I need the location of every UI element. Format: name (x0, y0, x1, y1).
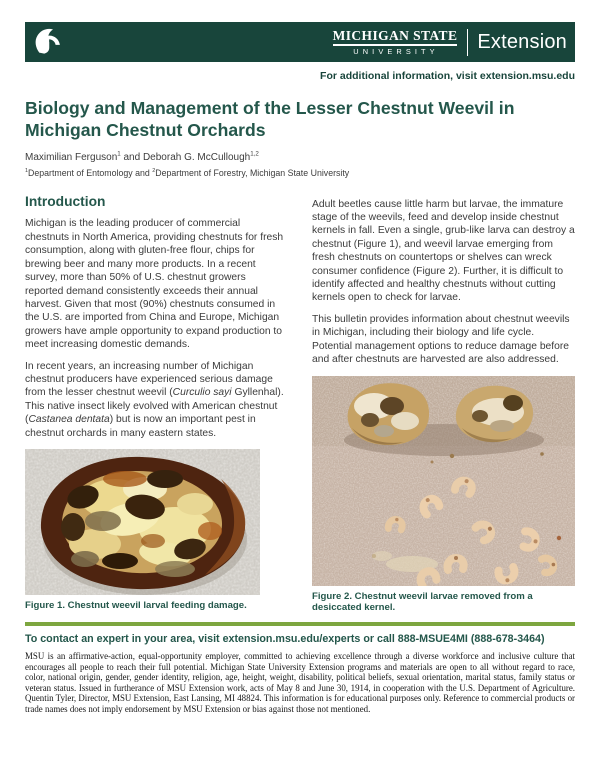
extension-brand-text: Extension (477, 30, 567, 53)
university-wordmark-text: UNIVERSITY (353, 47, 439, 57)
michigan-state-wordmark-text: MICHIGAN STATE (333, 29, 458, 46)
green-rule (25, 622, 575, 626)
header-vertical-divider (467, 29, 468, 56)
contact-expert-line: To contact an expert in your area, visit extension.msu.edu/experts or call 888-MSUE4MI (888-678-3464) (25, 633, 545, 646)
affiliations: $^1$Department of Entomology and $^2$Department of Forestry, Michigan State University (25, 167, 350, 178)
figure2-caption: Figure 2. Chestnut weevil larvae removed from a desiccated kernel. (312, 590, 533, 614)
left-column (25, 194, 284, 615)
figure1-caption: Figure 1. Chestnut weevil larval feeding damage. (25, 599, 247, 611)
msu-wordmark (333, 29, 458, 56)
figure-1 (25, 449, 284, 612)
msu-extension-header-bar (25, 22, 575, 62)
right-column (312, 194, 575, 615)
page-title: Biology and Management of the Lesser Chestnut Weevil in Michigan Chestnut Orchards (25, 98, 515, 140)
legal-footer-text: MSU is an affirmative-action, equal-opportunity employer, committed to achieving excellence through a diverse workforce and inclusive culture that encourages all people to reach their full potential. Michigan State University Extension programs and materials are open to all without regard to race, color, national origin, gender, gender identity, religion, age, height, weight, disability, political beliefs, sexual orientation, marital status, family status or veteran status. Issued in furtherance of MSU Extension work, acts of May 8 and June 30, 1914, in cooperation with the U.S. Department of Agriculture. Quentin Tyler, Director, MSU Extension, East Lansing, MI 48824. This information is for educational purposes only. Reference to commercial products or trade names does not imply endorsement by MSU Extension or bias against those not mentioned. (25, 651, 575, 714)
body-paragraph-bulletin-overview: This bulletin provides information about chestnut weevils in Michigan, including their biology and life cycle. Potential management options to reduce damage before and after chestnuts are harvested are also addressed. (312, 313, 570, 366)
two-column-body (25, 194, 575, 615)
body-paragraph-adult-beetles: Adult beetles cause little harm but larvae, the immature stage of the weevils, feed and develop inside chestnut kernels in fall. Even a single, grub-like larva can destroy a chestnut (Figure 1), and weevil larvae emerging from fresh chestnuts on countertops or shelves can wreck consumer confidence (Figure 2). Further, it is difficult to identify affected and healthy chestnuts without cutting kernels open to check for larvae. (312, 198, 575, 304)
figure2-photo-larvae-and-desiccated-kernel (312, 376, 575, 586)
msu-spartan-helmet-icon (33, 27, 63, 57)
section-heading-introduction: Introduction (25, 193, 106, 209)
figure-2 (312, 376, 575, 615)
figure1-photo-chestnut-larval-damage (25, 449, 260, 595)
intro-paragraph-1: Michigan is the leading producer of commercial chestnuts in North America, providing chestnuts for fresh consumption, along with gluten-free flour, chips for brewing beer and many more products. In a recent survey, more than 50% of U.S. chestnut growers reported demand consistently exceeds their annual harvest. Given that most (90%) chestnuts consumed in the U.S. are imported from China and Europe, Michigan growers have ample opportunity to expand production to meet increasing domestic demands. (25, 218, 284, 351)
header-brand-group (333, 29, 567, 56)
intro-paragraph-2: In recent years, an increasing number of Michigan chestnut producers have experienced serious damage from the lesser chestnut weevil (Curculio sayi Gyllenhal). This native insect likely evolved with American chestnut (Castanea dentata) but is now an important pest in chestnut orchards in many eastern states. (25, 360, 284, 439)
additional-info-line: For additional information, visit extension.msu.edu (320, 70, 575, 82)
byline: Maximilian Ferguson$^1$ and Deborah G. McCullough$^{1,2}$ (25, 150, 259, 163)
